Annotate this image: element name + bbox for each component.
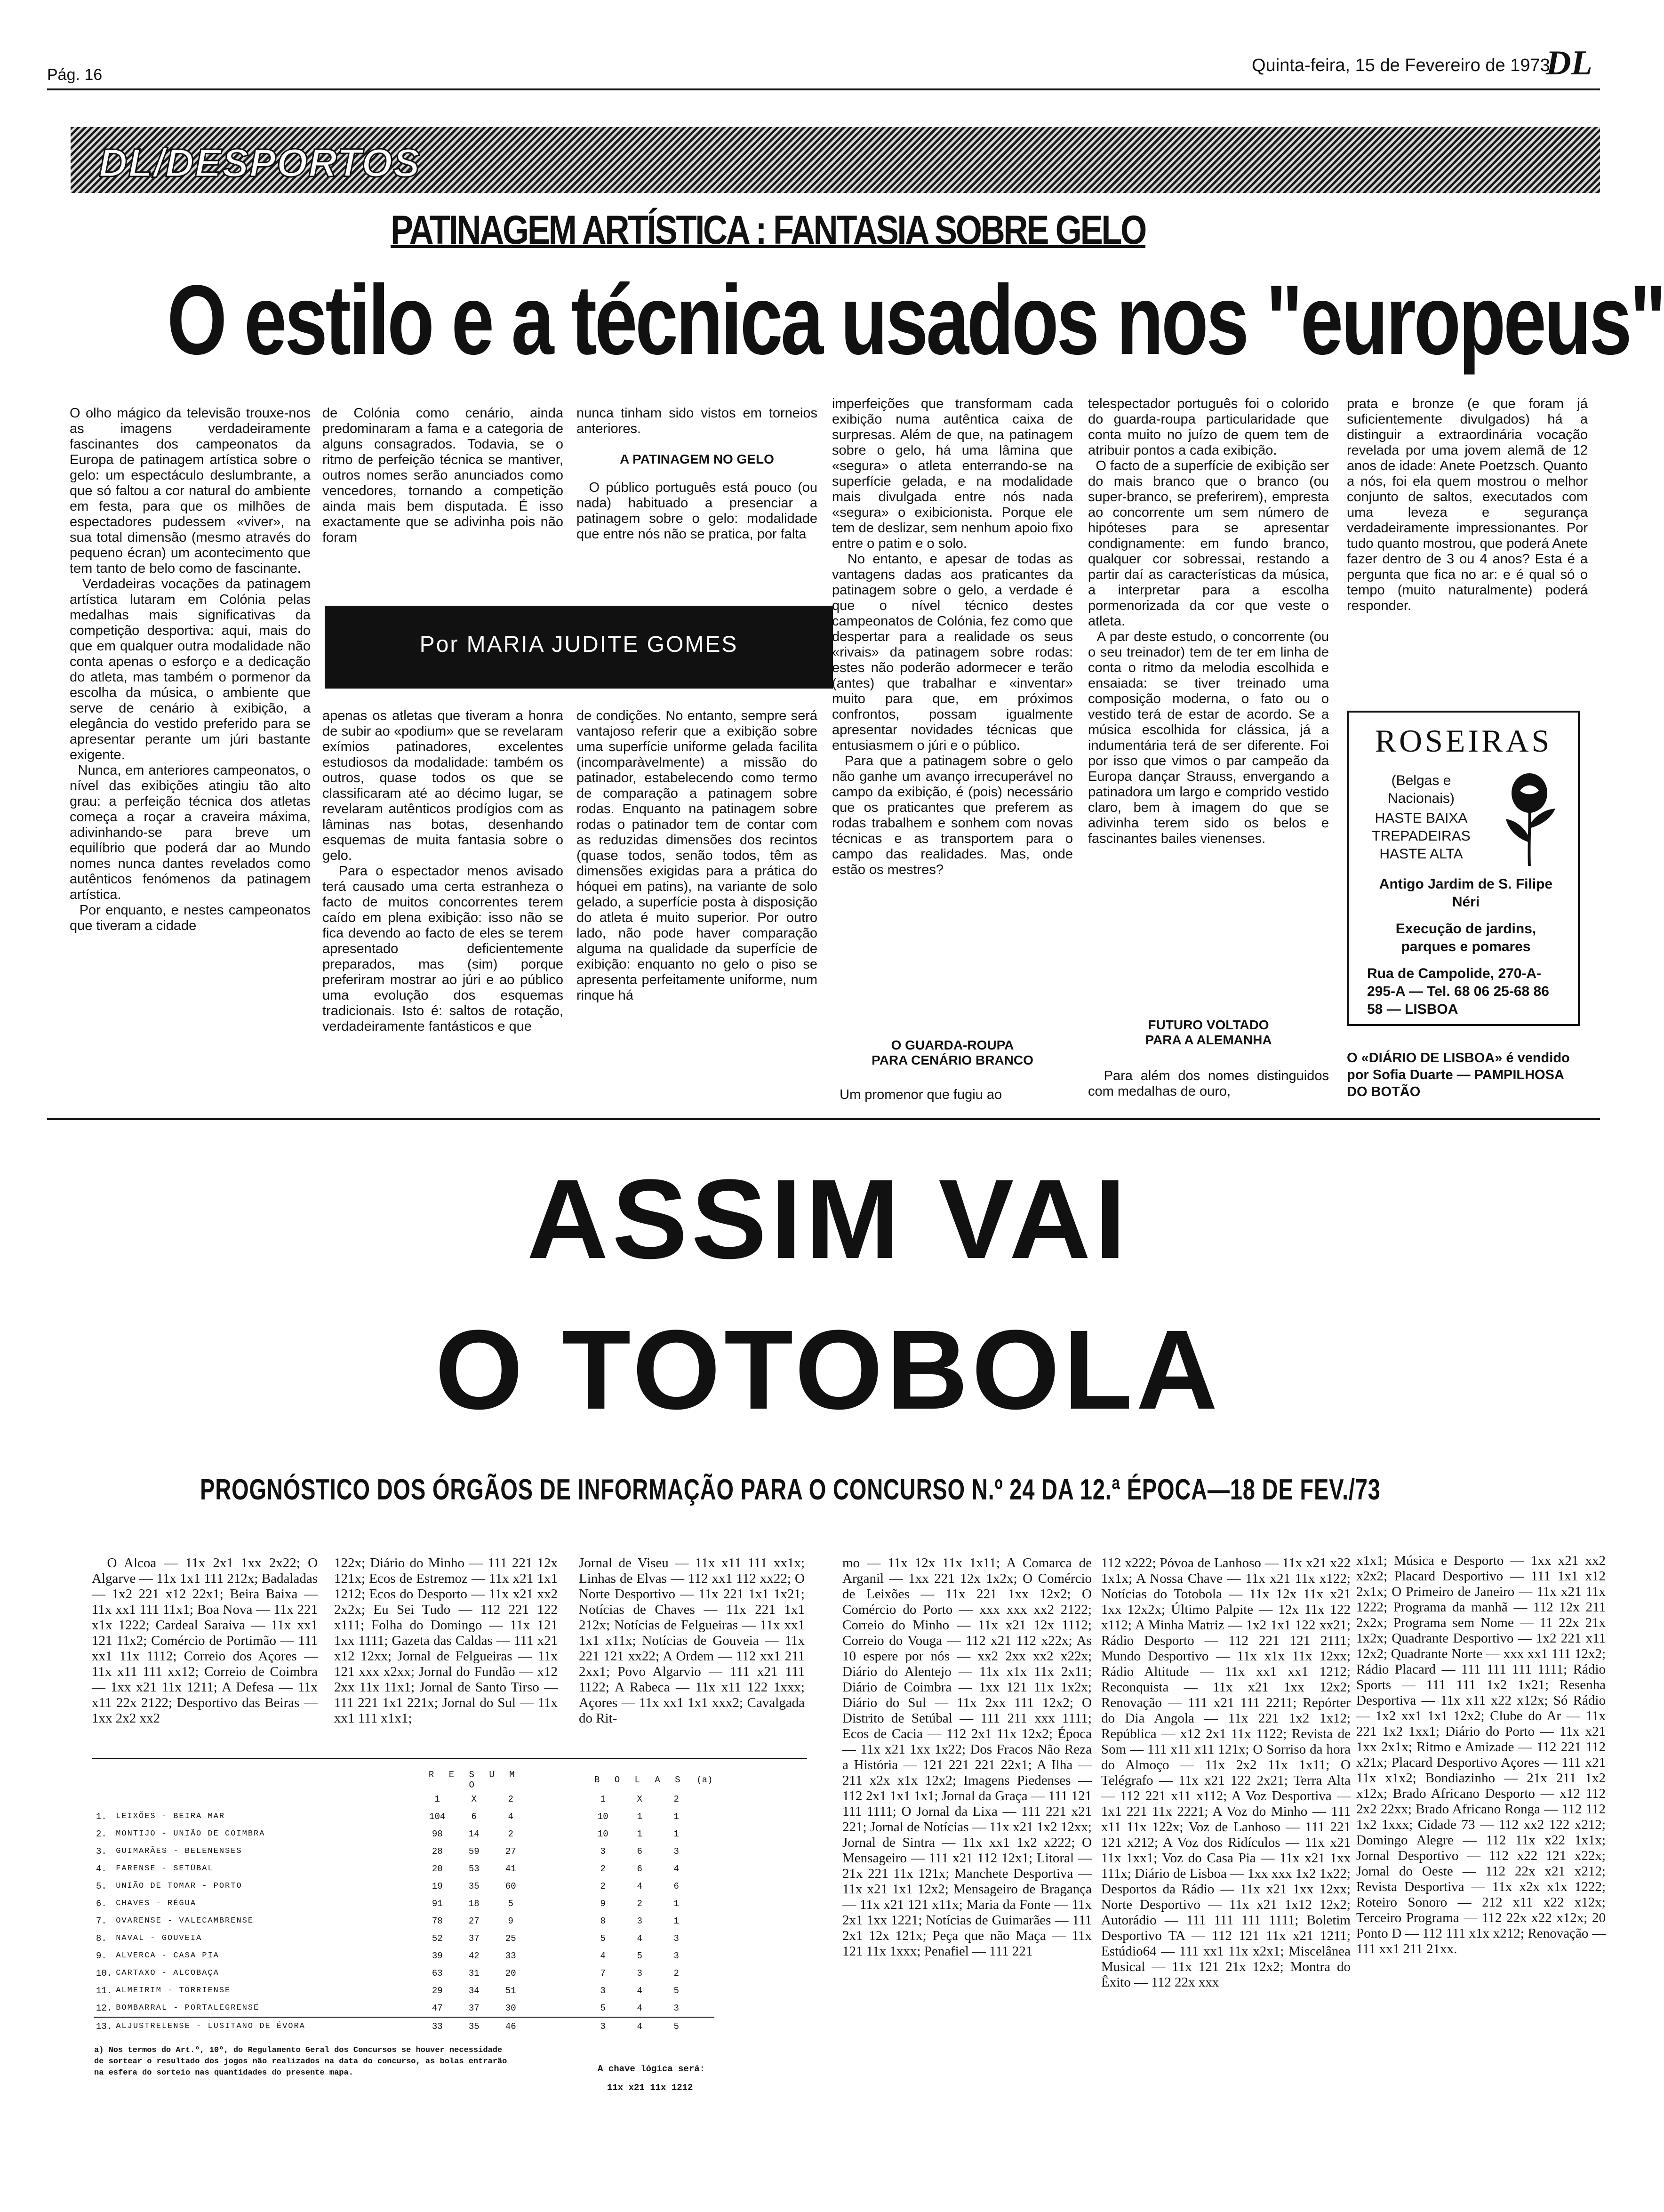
distributor-notice: O «DIÁRIO DE LISBOA» é vendido por Sofia Duarte — PAMPILHOSA DO BOTÃO: [1347, 1050, 1570, 1099]
bolas-value: 3: [673, 1950, 679, 1961]
resumo-value: 37: [468, 1933, 480, 1944]
bolas-value: 4: [637, 1985, 642, 1996]
ad-line: Rua de Campolide, 270-A-295-A — Tel. 68 06 25-68 86 58 — LISBOA: [1367, 966, 1549, 1017]
game-name: NAVAL - GOUVEIA: [116, 1934, 202, 1943]
spacer: [695, 1930, 714, 1947]
footnote: a) Nos termos do Art.º, 10º, do Regulamento Geral dos Concursos se houver necessidade de sortear o resultado dos jogos não realizados na data do concurso, as bolas entrarão na esfera do sorteio nas quantidades do presente mapa.: [94, 2046, 507, 2077]
totobola-title-1: ASSIM VAI: [527, 1156, 1130, 1282]
article-column-2-top: de Colónia como cenário, ainda predominaram a fama e a categoria de alguns consagrados. Todavia, se o ritmo de perfeição técnica se mantiver, outros nomes serão anunciados como vencedores, tornando a competição ainda mais bem disputada. É isso exactamente que se adivinha pois não foram: [322, 406, 568, 545]
game-name: ALMEIRIM - TORRIENSE: [116, 1986, 231, 1995]
game-number: 11.: [96, 1985, 112, 1996]
bolas-value: 6: [637, 1846, 642, 1857]
game-number: 5.: [96, 1881, 107, 1891]
resumo-value: 53: [468, 1863, 480, 1874]
bolas-value: 6: [673, 1881, 679, 1891]
subhead-text: FUTURO VOLTADO: [1148, 1018, 1269, 1032]
spacer: [529, 1964, 584, 1982]
table-row: [94, 1982, 714, 1999]
resumo-value: 27: [505, 1846, 516, 1857]
totobola-subtitle: PROGNÓSTICO DOS ÓRGÃOS DE INFORMAÇÃO PARA O CONCURSO N.º 24 DA 12.ª ÉPOCA—18 DE FEV./73: [200, 1474, 1381, 1506]
article-kicker: PATINAGEM ARTÍSTICA : FANTASIA SOBRE GELO: [391, 208, 1146, 253]
resumo-value: 6: [471, 1811, 477, 1822]
resumo-value: 20: [505, 1968, 516, 1979]
game-number: 10.: [96, 1968, 112, 1979]
col-header: X: [637, 1794, 642, 1804]
resumo-value: 104: [429, 1811, 446, 1822]
game-number: 9.: [96, 1950, 107, 1961]
bolas-value: 3: [637, 1915, 642, 1926]
table-row: [94, 2017, 714, 2035]
table-row: [94, 1999, 714, 2017]
resumo-value: 63: [432, 1968, 443, 1979]
subhead-text: PARA CENÁRIO BRANCO: [872, 1053, 1033, 1067]
col-header: 1: [600, 1794, 606, 1804]
bolas-value: 10: [597, 1811, 608, 1822]
bolas-value: 5: [600, 1933, 606, 1944]
resumo-value: 5: [508, 1898, 513, 1909]
spacer: [695, 1964, 714, 1982]
bolas-value: 1: [673, 1828, 679, 1839]
article-headline: O estilo e a técnica usados nos "europeus": [167, 264, 1664, 375]
page-number: Pág. 16: [47, 66, 103, 84]
resumo-value: 98: [432, 1828, 443, 1839]
resumo-value: 14: [468, 1828, 480, 1839]
bolas-value: 3: [600, 2021, 606, 2032]
game-name: ALVERCA - CASA PIA: [116, 1951, 219, 1960]
resumo-value: 35: [468, 1881, 480, 1891]
bolas-value: 1: [673, 1898, 679, 1909]
article-column-4-end: Um promenor que fugiu ao: [832, 1087, 1002, 1102]
section-banner-label: DL/DESPORTOS: [99, 141, 421, 185]
col-header: 2: [508, 1794, 513, 1804]
ad-line: HASTE ALTA: [1379, 846, 1463, 862]
table-row: [94, 1964, 714, 1982]
subhead-futuro: [1088, 1018, 1329, 1048]
bolas-value: 2: [600, 1881, 606, 1891]
spacer: [695, 1825, 714, 1843]
spacer: [695, 1843, 714, 1860]
table-top-rule: [92, 1758, 807, 1759]
spacer: [529, 1895, 584, 1912]
game-name: ALJUSTRELENSE - LUSITANO DE ÉVORA: [116, 2022, 305, 2031]
spacer: [695, 2017, 714, 2035]
col-header: X: [471, 1794, 477, 1804]
resumo-value: 37: [468, 2003, 480, 2013]
resumo-value: 46: [505, 2021, 516, 2032]
spacer: [695, 1912, 714, 1930]
subhead-guarda-roupa: [832, 1038, 1073, 1068]
resumo-value: 60: [505, 1881, 516, 1891]
rose-icon: [1496, 772, 1562, 866]
game-number: 2.: [96, 1828, 107, 1839]
ad-line: TREPADEIRAS: [1372, 828, 1471, 844]
article-column-5: telespectador português foi o colorido do guarda-roupa particularidade que conta muito no juízo de quem tem de atribuir pontos a cada exibição. O facto de a superfície de exibição ser do mais branco que o branco (ou super-branco, se preferirem), empresta ao concorrente um sem número de hipóteses para se apresentar condignamente: em fundo branco, qualquer cor sobressai, restando a partir daí as características da música, a interpretar para a escolha pormenorizada da cor que veste o atleta. A par deste estudo, o concorrente (ou o seu treinador) tem de ter em linha de conta o ritmo da melodia escolhida e ensaiada: se tiver treinado uma composição moderna, o fato ou o vestido terá de estar de acordo. Se a música escolhida for clássica, já a indumentária terá de ser diferente. Foi por isso que vimos o par campeão da Europa dançar Strauss, envergando a patinadora um largo e comprido vestido claro, bem à imagem do que se adivinha terem sido os belos e fascinantes bailes vienenses.: [1088, 396, 1329, 846]
spacer: [529, 1825, 584, 1843]
bolas-value: 3: [673, 2003, 679, 2013]
resumo-value: 39: [432, 1950, 443, 1961]
prognostics-column-1: O Alcoa — 11x 2x1 1xx 2x22; O Algarve — 11x 1x1 111 212x; Badaladas — 1x2 221 x12 22x1; Beira Baixa — 11x xx1 111 11x1; Boa Nova — 11x 221 x1x 1222; Cardeal Saraiva — 11x xx1 121 11x2; Comércio de Portimão — 111 xx1 11x 1112; Correio dos Açores — 11x x11 111 xx12; Correio de Coimbra — 1xx x21 11x 1211; A Defesa — 11x x11 22x 2122; Desportivo das Beiras — 1xx 2x2 xx2: [92, 1555, 321, 1726]
spacer: [529, 1947, 584, 1964]
bolas-value: 5: [600, 2003, 606, 2013]
bolas-value: 5: [637, 1950, 642, 1961]
resumo-value: 35: [468, 2021, 480, 2032]
resumo-value: 33: [505, 1950, 516, 1961]
game-number: 12.: [96, 2003, 112, 2013]
col-header: 1: [434, 1794, 440, 1804]
bolas-value: 2: [600, 1863, 606, 1874]
bolas-value: 4: [637, 2003, 642, 2013]
spacer: [695, 1877, 714, 1895]
table-row: [94, 1843, 714, 1860]
game-name: GUIMARÃES - BELENENSES: [116, 1847, 242, 1856]
spacer: [695, 1895, 714, 1912]
table-row: [94, 1895, 714, 1912]
spacer: [529, 1930, 584, 1947]
prognostics-column-5: 112 x222; Póvoa de Lanhoso — 11x x21 x22 1x1x; A Nossa Chave — 11x x21 11x x122; Notícias do Totobola — 11x 12x 11x x21 1xx 12x2x; Último Palpite — 12x 11x 122 x112; A Minha Matriz — 1x2 1x1 122 xx21; Rádio Desporto — 112 221 121 2111; Mundo Desportivo — 11x x1x 11x 12xx; Rádio Altitude — 11x xx1 xx1 1212; Reconquista — 11x x21 1xx 12x2; Renovação — 111 x21 111 2211; Repórter do Dia Angola — 11x 221 1x2 1x12; República — x12 2x1 11x 1122; Revista de Som — 111 x11 x11 121x; O Sorriso da hora do Almoço — 11x 2x2 11x 1x11; O Telégrafo — 11x x21 122 2x21; Terra Alta — 112 221 x11 x112; A Voz Desportiva — 1x1 221 11x 2221; A Voz do Minho — 111 x11 11x 122x; Voz de Lanhoso — 111 221 121 x212; A Voz dos Ridículos — 11x x21 11x 1xx1; Voz do Casa Pia — 11x x21 1xx 111x; Diário de Lisboa — 1xx xxx 1x2 1x22; Desportos da Rádio — 11x x21 1xx 12xx; Norte Desportivo — 11x x21 1x12 12x2; Autorádio — 111 111 111 1111; Boletim Desportivo TA — 112 121 11x x21 1211; Estúdio64 — 111 xx1 11x x2x1; Miscelânea Musical — 11x 121 21x 12x2; Montra do Êxito — 112 22x xxx: [1101, 1555, 1354, 1990]
spacer: [529, 1860, 584, 1877]
spacer: [695, 1808, 714, 1825]
article-column-3-bottom: de condições. No entanto, sempre será vantajoso referir que a exibição sobre uma superfície uniforme gelada facilita (incomparàvelmente) a missão do patinador, estabelecendo como termo de comparação a patinagem sobre rodas. Enquanto na patinagem sobre rodas o patinador tem de contar com as reduzidas dimensões dos recintos (quase todos, senão todos, têm as dimensões exigidas para a prática do hóquei em patins), na variante de solo gelado, a superfície posta à disposição do atleta é muito superior. Por outro lado, não pode haver comparação alguma na qualidade da superfície de exibição: enquanto no gelo o piso se apresenta perfeitamente uniforme, num rinque há: [576, 708, 822, 1003]
bolas-value: 1: [637, 1828, 642, 1839]
key-label: A chave lógica será:: [598, 2064, 705, 2074]
game-name: OVARENSE - VALECAMBRENSE: [116, 1916, 254, 1925]
bolas-label: B O L A S: [594, 1775, 685, 1785]
footnote-marker: (a): [696, 1775, 713, 1785]
game-number: 7.: [96, 1915, 107, 1926]
resumo-value: 42: [468, 1950, 480, 1961]
ad-line: HASTE BAIXA: [1375, 810, 1468, 826]
table-row: [94, 1825, 714, 1843]
bolas-value: 10: [597, 1828, 608, 1839]
subhead-text: O GUARDA-ROUPA: [891, 1038, 1014, 1052]
bolas-value: 1: [673, 1915, 679, 1926]
resumo-value: 25: [505, 1933, 516, 1944]
spacer: [529, 1999, 584, 2017]
bolas-value: 7: [600, 1968, 606, 1979]
bolas-value: 4: [637, 1933, 642, 1944]
bolas-value: 1: [673, 1811, 679, 1822]
ad-line: (Belgas e Nacionais): [1388, 773, 1455, 806]
resumo-value: 18: [468, 1898, 480, 1909]
resumo-value: 27: [468, 1915, 480, 1926]
resumo-value: 9: [508, 1915, 513, 1926]
totobola-title-2: O TOTOBOLA: [435, 1306, 1222, 1433]
resumo-value: 19: [432, 1881, 443, 1891]
resumo-value: 59: [468, 1846, 480, 1857]
bolas-value: 3: [600, 1846, 606, 1857]
prognostics-column-3: Jornal de Viseu — 11x x11 111 xx1x; Linhas de Elvas — 112 xx1 112 xx22; O Norte Desportivo — 11x 221 1x1 1x21; Notícias de Chaves — 11x 221 1x1 212x; Notícias de Felgueiras — 11x xx1 1x1 x11x; Notícias de Gouveia — 11x 221 121 xx22; A Ordem — 112 xx1 211 2xx1; Povo Algarvio — 111 x21 111 1122; A Rabeca — 11x x11 122 1xxx; Açores — 11x xx1 1x1 xxx2; Cavalgada do Rit-: [579, 1555, 808, 1726]
game-number: 6.: [96, 1898, 107, 1909]
resumo-value: 52: [432, 1933, 443, 1944]
bolas-value: 2: [637, 1898, 642, 1909]
spacer: [695, 1860, 714, 1877]
game-number: 3.: [96, 1846, 107, 1857]
bolas-value: 1: [637, 1811, 642, 1822]
resumo-value: 31: [468, 1968, 480, 1979]
subhead-patinagem: [576, 452, 817, 467]
game-name: FARENSE - SETÚBAL: [116, 1864, 214, 1873]
ad-title: ROSEIRAS: [1375, 723, 1552, 759]
game-name: LEIXÕES - BEIRA MAR: [116, 1812, 225, 1821]
article-column-4: imperfeições que transformam cada exibição numa autêntica caixa de surpresas. Além de que, na patinagem sobre o gelo, há uma lâmina que «segura» o atleta enterrando-se na superfície gelada, e na modalidade mais divulgada entre nós nada «segura» o exibicionista. Porque ele tem de deslizar, sem nenhum apoio fixo entre o patim e o solo. No entanto, e apesar de todas as vantagens dadas aos praticantes da patinagem sobre o gelo, a verdade é que o nível técnico destes campeonatos de Colónia, fez como que despertar para a realidade os seus «rivais» da patinagem sobre rodas: estes não poderão adormecer e terão (antes) que trabalhar e «inventar» muito para que, em próximos confrontos, possam igualmente apresentar novidades técnicas que entusiasmem o júri e o público. Para que a patinagem sobre o gelo não ganhe um avanço irrecuperável no campo da exibição, é (pois) necessário que os praticantes que preferem as rodas trabalhem e sonhem com novas técnicas e as transportem para o campo das realidades. Mas, onde estão os mestres?: [832, 396, 1073, 877]
key-value: 11x x21 11x 1212: [607, 2083, 693, 2093]
resumo-value: 20: [432, 1863, 443, 1874]
spacer: [529, 1982, 584, 1999]
ad-line: Execução de jardins, parques e pomares: [1395, 921, 1536, 954]
resumo-label: R E S U M O: [428, 1770, 520, 1790]
spacer: [695, 1947, 714, 1964]
game-name: BOMBARRAL - PORTALEGRENSE: [116, 2004, 260, 2012]
bolas-value: 5: [673, 2021, 679, 2032]
prognostics-column-4: mo — 11x 12x 11x 1x11; A Comarca de Arganil — 1xx 221 12x 1x2x; O Comércio de Leixões — 11x 221 1xx 12x2; O Comércio do Porto — xxx xxx xx2 2122; Correio do Minho — 11x x21 12x 1112; Correio do Vouga — 112 x21 112 x22x; As 10 espere por nós — xx2 2xx xx2 x22x; Diário do Alentejo — 11x x1x 11x 2x11; Diário de Coimbra — 1xx 121 11x 1x2x; Diário do Sul — 11x 2xx 111 12x2; O Distrito de Setúbal — 111 211 xxx 1111; Ecos de Cacia — 112 2x1 11x 12x2; Época — 11x x21 1xx 1x22; Dos Fracos Não Reza a História — 121 221 221 22x1; A Ilha — 211 x2x x1x 12x2; Imagens Piedenses — 112 2x1 1x1 1x1; Jornal da Graça — 111 121 111 1111; O Jornal da Lixa — 111 221 x21 221; Jornal de Notícias — 11x x21 1x2 12xx; Jornal de Sintra — 11x xx1 1x2 x222; O Mensageiro — 111 x21 112 12x1; Litoral — 21x 221 11x 121x; Manchete Desportiva — 11x x21 1x1 12x2; Mensageiro de Bragança — 11x x21 121 x11x; Maria da Fonte — 11x 2x1 1xx 1221; Notícias de Guimarães — 111 2x1 12x 121x; Peça que não Maça — 11x 121 11x 1xxx; Penafiel — 111 221: [842, 1555, 1096, 1959]
spacer: [529, 1877, 584, 1895]
resumo-value: 2: [508, 1828, 513, 1839]
table-row: [94, 1912, 714, 1930]
header-rule: [47, 88, 1600, 90]
bolas-value: 6: [637, 1863, 642, 1874]
game-number: 4.: [96, 1863, 107, 1874]
issue-date: Quinta-feira, 15 de Fevereiro de 1973: [1252, 56, 1550, 75]
table-row: [94, 1808, 714, 1825]
game-number: 13.: [96, 2021, 112, 2032]
spacer: [529, 2017, 584, 2035]
spacer: [529, 1843, 584, 1860]
summary-table: [94, 1770, 714, 2035]
bolas-value: 5: [673, 1985, 679, 1996]
resumo-value: 91: [432, 1898, 443, 1909]
prognostics-column-6: x1x1; Música e Desporto — 1xx x21 xx2 x2x2; Placard Desportivo — 111 1x1 x12 2x1x; O Primeiro de Janeiro — 11x x21 11x 1222; Programa da manhã — 112 12x 211 2x2x; Programa sem Nome — 11 22x 21x 1x2x; Quadrante Desportivo — 1x2 221 x11 12x2; Quadrante Norte — xxx xx1 111 12x2; Rádio Placard — 111 111 111 1111; Rádio Sports — 111 111 1x2 1x21; Resenha Desportiva — 11x x11 x22 x12x; Só Rádio — 1x2 xx1 1x1 12x2; Clube do Ar — 11x 221 1x2 1xx1; Diário do Porto — 11x x21 1xx 2x1x; Ritmo e Amizade — 112 221 112 x21x; Placard Desportivo Açores — 111 x21 11x x1x2; Bondiazinho — 21x 211 1x2 x12x; Brado Africano Desporto — x12 112 2x2 22xx; Brado Africano Ronga — 112 112 1x2 1xxx; Cidade 73 — 112 xx2 122 x212; Domingo Alegre — 112 11x x22 1x1x; Jornal Desportivo — 112 x22 121 x22x; Jornal do Oeste — 112 22x x21 x212; Revista Desportiva — 11x x2x x1x 1222; Roteiro Sonoro — 212 x11 x22 x12x; Terceiro Programa — 112 22x x22 x12x; 20 Ponto D — 112 111 x1x x212; Renovação — 111 xx1 211 21xx.: [1356, 1553, 1609, 1956]
bolas-value: 3: [637, 1968, 642, 1979]
resumo-value: 30: [505, 2003, 516, 2013]
subhead-text: A PATINAGEM NO GELO: [620, 452, 774, 466]
ad-line: Antigo Jardim de S. Filipe Néri: [1379, 876, 1553, 910]
resumo-value: 28: [432, 1846, 443, 1857]
resumo-value: 33: [432, 2021, 443, 2032]
bolas-value: 3: [600, 1985, 606, 1996]
resumo-value: 51: [505, 1985, 516, 1996]
game-name: MONTIJO - UNIÃO DE COIMBRA: [116, 1829, 265, 1838]
spacer: [529, 1808, 584, 1825]
game-name: CHAVES - RÉGUA: [116, 1899, 197, 1908]
spacer: [695, 1982, 714, 1999]
resumo-value: 4: [508, 1811, 513, 1822]
resumo-value: 41: [505, 1863, 516, 1874]
article-column-3-top2: O público português está pouco (ou nada) habituado a presenciar a patinagem sobre o gelo: modalidade que entre nós não se pratica, por falta: [576, 480, 822, 542]
bolas-value: 2: [673, 1968, 679, 1979]
game-name: CARTAXO - ALCOBAÇA: [116, 1969, 219, 1978]
bolas-value: 4: [637, 2021, 642, 2032]
col-header: 2: [673, 1794, 679, 1804]
section-divider: [47, 1118, 1600, 1120]
resumo-value: 47: [432, 2003, 443, 2013]
subhead-text: PARA A ALEMANHA: [1145, 1033, 1272, 1047]
article-column-1: O olho mágico da televisão trouxe-nos as imagens verdadeiramente fascinantes dos campeonatos da Europa de patinagem artística sobre o gelo: um espectáculo deslumbrante, a que só faltou a cor natural do ambiente em festa, para que os milhões de espectadores pudessem «viver», na sua total dimensão (mesmo através do pequeno écran) um acontecimento que tem tanto de belo como de fascinante. Verdadeiras vocações da patinagem artística lutaram em Colónia pelas medalhas mais significativas da competição desportiva: aqui, mais do que em qualquer outra modalidade não conta apenas o esforço e a dedicação do atleta, mas também o pormenor da escolha da música, o ambiente que serve de cenário à exibição, a elegância do vestido preferido para se apresentar perante um júri bastante exigente. Nunca, em anteriores campeonatos, o nível das exibições atingiu tão alto grau: a perfeição técnica dos atletas começa a roçar a craveira máxima, adivinhando-se para breve um equilíbrio que poderá dar ao Mundo nomes nunca dantes revelados como autênticos fenómenos da patinagem artística. Por enquanto, e nestes campeonatos que tiveram a cidade: [70, 406, 311, 933]
resumo-value: 34: [468, 1985, 480, 1996]
bolas-value: 4: [600, 1950, 606, 1961]
article-column-6: prata e bronze (e que foram já suficientemente divulgados) há a distinguir a extraordinária vocação revelada por uma jovem alemã de 12 anos de idade: Anete Poetzsch. Quanto a nós, foi ela quem mostrou o melhor conjunto de saltos, executados com uma leveza e segurança verdadeiramente impressionantes. Por tudo quanto mostrou, que poderá Anete fazer dentro de 3 ou 4 anos? Esta é a pergunta que fica no ar: e é qual só o tempo (muito naturalmente) poderá responder.: [1347, 396, 1592, 613]
article-column-3-top: nunca tinham sido vistos em torneios anteriores.: [576, 406, 822, 436]
game-number: 8.: [96, 1933, 107, 1944]
spacer: [529, 1912, 584, 1930]
bolas-value: 9: [600, 1898, 606, 1909]
bolas-value: 4: [673, 1863, 679, 1874]
table-row: [94, 1930, 714, 1947]
spacer: [695, 1999, 714, 2017]
bolas-value: 4: [637, 1881, 642, 1891]
resumo-value: 29: [432, 1985, 443, 1996]
game-name: UNIÃO DE TOMAR - PORTO: [116, 1882, 242, 1891]
prognostics-column-2: 122x; Diário do Minho — 111 221 12x 121x; Ecos de Estremoz — 11x x21 1x1 1212; Ecos do Desporto — 11x x21 xx2 2x2x; Eu Sei Tudo — 112 221 122 x111; Folha do Domingo — 11x 121 1xx 1111; Gazeta das Caldas — 111 x21 x12 12xx; Jornal de Felgueiras — 11x 121 xxx x2xx; Jornal do Fundão — x12 2xx 11x 11x1; Jornal de Santo Tirso — 111 221 1x1 221x; Jornal do Sul — 11x xx1 111 x1x1;: [334, 1555, 561, 1726]
bolas-value: 3: [673, 1846, 679, 1857]
table-row: [94, 1947, 714, 1964]
article-column-2-bottom: apenas os atletas que tiveram a honra de subir ao «podium» que se revelaram exímios patinadores, excelentes estudiosos da modalidade: também os outros, quase todos os que se classificaram até ao décimo lugar, se revelaram autênticos prodígios com as lâminas nas botas, desenhando esquemas de muita fantasia sobre o gelo. Para o espectador menos avisado terá causado uma certa estranheza o facto de muitos concorrentes terem caído em plena exibição: isso não se fica devendo ao facto de eles se terem apresentado deficientemente preparados, mas (sim) porque preferiram mostrar ao júri e ao público uma evolução dos esquemas tradicionais. Isto é: saltos de rotação, verdadeiramente fantásticos e que: [322, 708, 563, 1034]
bolas-value: 3: [673, 1933, 679, 1944]
newspaper-logo: DL: [1546, 44, 1592, 82]
table-row: [94, 1860, 714, 1877]
byline: Por MARIA JUDITE GOMES: [419, 632, 738, 657]
article-column-5-end: Para além dos nomes distinguidos com medalhas de ouro,: [1088, 1068, 1333, 1099]
bolas-value: 8: [600, 1915, 606, 1926]
table-row: [94, 1877, 714, 1895]
resumo-value: 78: [432, 1915, 443, 1926]
game-number: 1.: [96, 1811, 107, 1822]
